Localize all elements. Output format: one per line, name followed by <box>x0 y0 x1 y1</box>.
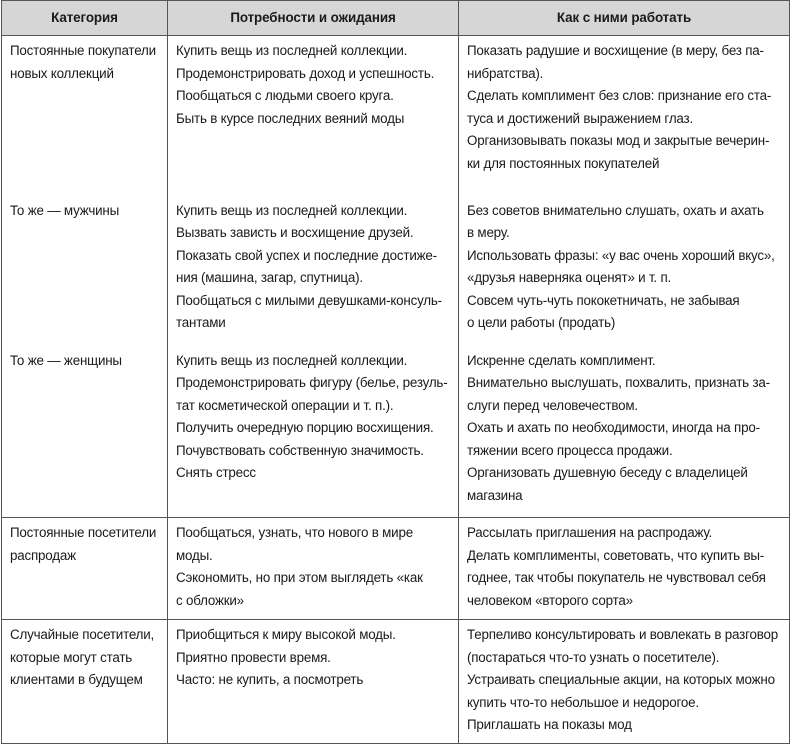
needs-text: Приобщиться к миру высокой моды. Приятно провести время. Часто: не купить, а посмотреть <box>176 627 396 688</box>
approach-cell <box>459 346 790 518</box>
category-text: То же — мужчины <box>10 202 120 218</box>
header-needs: Потребности и ожидания <box>168 1 459 36</box>
approach-cell <box>459 620 790 744</box>
approach-text: Рассылать приглашения на распродажу. Делать комплименты, советовать, что купить вы- годнее, так чтобы покупатель не чувствовал себя человеком «второго сорта» <box>467 525 766 608</box>
table-row <box>2 518 790 620</box>
table-row <box>2 346 790 518</box>
approach-text: Искренне сделать комплимент. Внимательно выслушать, похвалить, признать за- слуги перед человечеством. Охать и ахать по необходимости, иногда на про- тяжении всего процесса продажи. Организовать душевную беседу с владелицей магазина <box>467 352 770 504</box>
header-approach: Как с ними работать <box>459 1 790 36</box>
needs-cell <box>168 196 459 346</box>
approach-cell <box>459 36 790 196</box>
header-row <box>2 1 790 36</box>
approach-cell <box>459 518 790 620</box>
header-category: Категория <box>2 1 168 36</box>
approach-cell <box>459 196 790 346</box>
table-body <box>2 36 790 744</box>
category-cell <box>2 36 168 196</box>
needs-cell <box>168 36 459 196</box>
category-text: Постоянные посетители распродаж <box>10 525 157 563</box>
needs-cell <box>168 518 459 620</box>
approach-text: Показать радушие и восхищение (в меру, без па- нибратства). Сделать комплимент без слов: признание его ста- туса и достижений выражением глаз. Организовывать показы мод и закрытые вечерин- ки для постоянных покупателей <box>467 43 772 171</box>
approach-text: Терпеливо консультировать и вовлекать в разговор (постараться что-то узнать о посетителе). Устраивать специальные акции, на которых можно купить что-то небольшое и недорогое. Приглашать на показы мод <box>467 627 778 733</box>
category-text: То же — женщины <box>10 352 122 368</box>
table-row <box>2 620 790 744</box>
approach-text: Без советов внимательно слушать, охать и ахать в меру. Использовать фразы: «у вас очень хороший вкус», «друзья наверняка оценят» и т. п. Совсем чуть-чуть пококетничать, не забывая о цели работы (продать) <box>467 202 775 331</box>
category-text: Постоянные покупатели новых коллекций <box>10 43 156 81</box>
category-cell <box>2 620 168 744</box>
table-row <box>2 196 790 346</box>
needs-text: Купить вещь из последней коллекции. Вызвать зависть и восхищение друзей. Показать свой успех и последние достиже- ния (машина, загар, спутница). Пообщаться с милыми девушками-консуль- тантами <box>176 202 442 331</box>
table-header <box>2 1 790 36</box>
table-row <box>2 36 790 196</box>
needs-cell <box>168 346 459 518</box>
category-text: Случайные посетители, которые могут стать клиентами в будущем <box>10 627 155 688</box>
needs-text: Пообщаться, узнать, что нового в мире моды. Сэкономить, но при этом выглядеть «как с обложки» <box>176 525 423 608</box>
needs-text: Купить вещь из последней коллекции. Продемонстрировать фигуру (белье, резуль- тат косметической операции и т. п.). Получить очередную порцию восхищения. Почувствовать собственную значимость. Снять стресс <box>176 352 448 481</box>
category-cell <box>2 518 168 620</box>
needs-cell <box>168 620 459 744</box>
needs-text: Купить вещь из последней коллекции. Продемонстрировать доход и успешность. Пообщаться с людьми своего круга. Быть в курсе последних веяний моды <box>176 43 435 126</box>
data-table <box>1 0 790 744</box>
category-cell <box>2 346 168 518</box>
category-cell <box>2 196 168 346</box>
